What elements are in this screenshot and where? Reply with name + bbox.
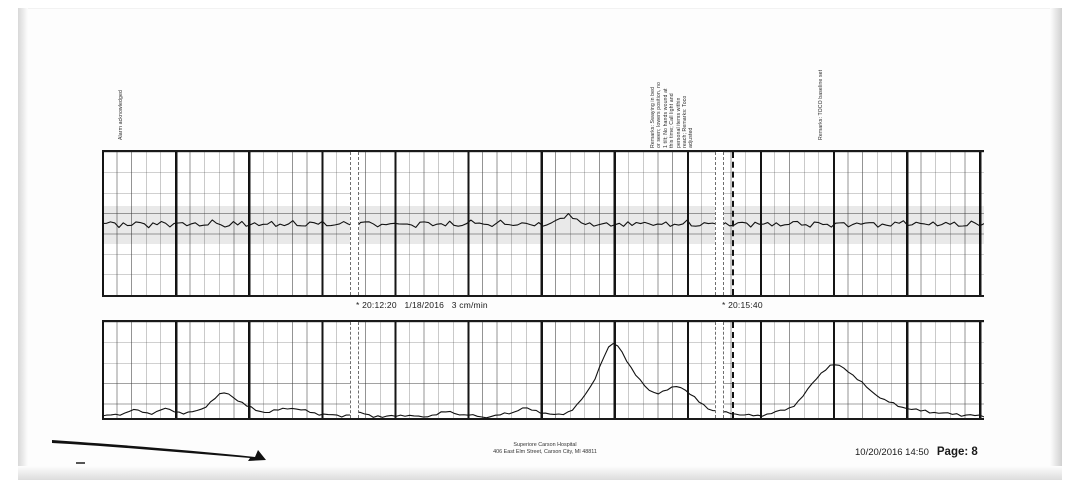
fhr-baseline-band (102, 206, 984, 244)
ua-trace (102, 322, 984, 422)
paper-speed-label: 3 cm/min (451, 300, 488, 310)
fhr-strip-chart (102, 150, 984, 297)
perforation-marker-3 (350, 322, 359, 418)
timestamp-right-marker: * (722, 300, 726, 310)
timestamp-left (356, 300, 488, 310)
scan-edge-left (18, 8, 28, 480)
annotation-remarks-toco: Remarks: TOCO baseline set (818, 69, 824, 140)
handwritten-swoosh (50, 436, 280, 462)
footer-print-info (855, 446, 978, 458)
perforation-marker-2 (715, 152, 724, 295)
print-timestamp: 10/20/2016 14:50 (855, 447, 929, 458)
ua-minor-gridlines (102, 322, 984, 418)
scan-edge-right (1050, 8, 1062, 480)
perforation-marker-1 (350, 152, 359, 295)
handwritten-tick (76, 462, 85, 464)
timestamp-left-marker: * (356, 300, 360, 310)
footer-facility (420, 442, 670, 456)
ua-strip-chart (102, 320, 984, 420)
ua-horizontal-gridlines (102, 322, 984, 418)
annotation-remarks-swaying: Remarks: Swaying in bed or seen; lowers position, no 1 tilt; No hands wound at this time; Call light and personal items within reach; Remarks: Toco adjusted (650, 82, 695, 148)
event-marker-line (732, 152, 734, 295)
timestamp-left-date: 1/18/2016 (404, 300, 445, 310)
event-marker-line-2 (732, 322, 734, 418)
scan-edge-bottom (18, 466, 1062, 480)
page-number-label: Page: 8 (936, 446, 978, 458)
perforation-marker-4 (715, 322, 724, 418)
timestamp-right (722, 300, 763, 310)
timestamp-right-time: 20:15:40 (728, 300, 763, 310)
timestamp-left-time: 20:12:20 (362, 300, 397, 310)
annotation-alarm-acknowledged: Alarm acknowledged (118, 90, 124, 140)
facility-name: Superiore Carson Hospital (513, 442, 577, 448)
ua-major-gridlines (102, 322, 984, 418)
facility-address: 406 East Elm Street, Carson City, MI 48811 (493, 449, 597, 455)
